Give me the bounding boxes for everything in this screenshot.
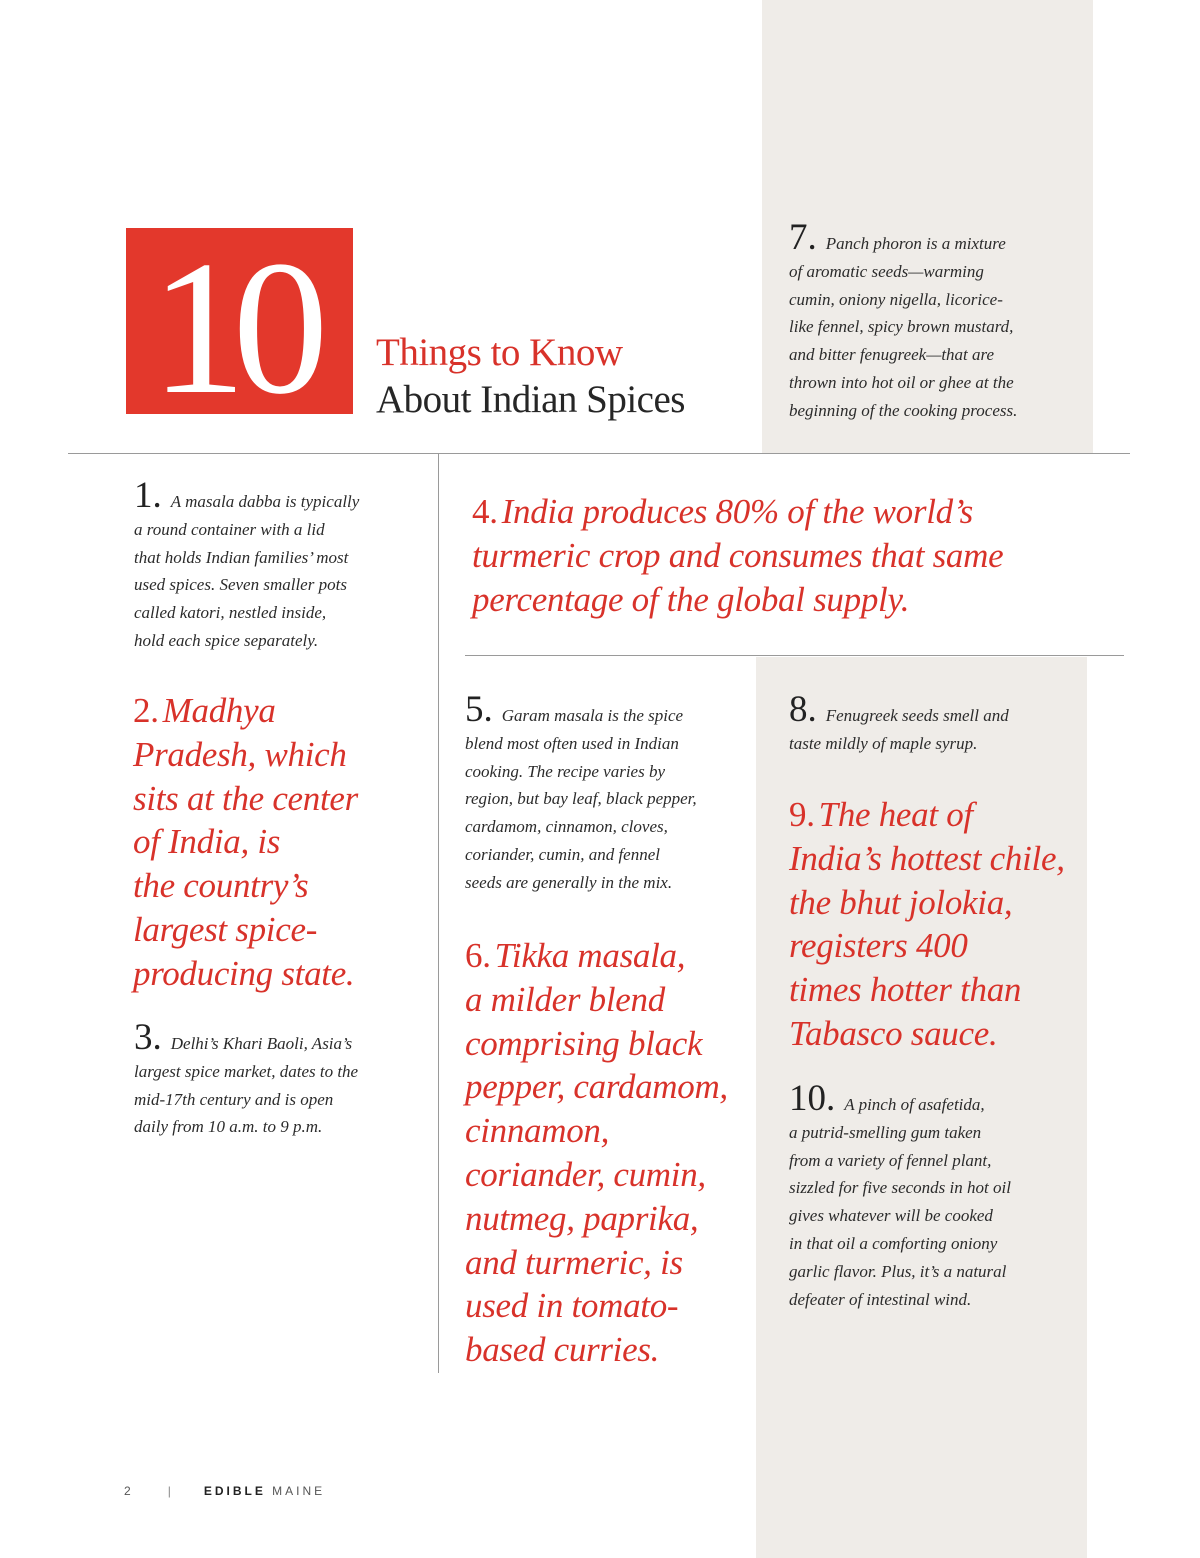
fact-number: 10. (789, 1078, 836, 1119)
fact-text: India produces 80% of the world’s (501, 492, 973, 531)
fact-text: A masala dabba is typically (170, 492, 360, 511)
fact-line (789, 689, 1009, 730)
fact-text: thrown into hot oil or ghee at the (789, 372, 1014, 392)
fact-line (789, 1202, 1011, 1230)
fact-text: sizzled for five seconds in hot oil (789, 1178, 1011, 1198)
fact-text: Pradesh, which (133, 734, 347, 774)
fact-line (134, 516, 359, 544)
fact-text: coriander, cumin, (465, 1154, 706, 1194)
fact-text: Garam masala is the spice (501, 706, 684, 725)
fact-number: 5. (465, 689, 493, 730)
fact-text: that holds Indian families’ most (134, 547, 349, 567)
fact-5 (465, 689, 697, 897)
fact-number: 1. (134, 475, 162, 516)
fact-number: 6. (465, 936, 491, 975)
fact-text: the bhut jolokia, (789, 882, 1013, 922)
fact-line (789, 881, 1065, 925)
fact-text: defeater of intestinal wind. (789, 1289, 972, 1309)
fact-text: cumin, oniony nigella, licorice- (789, 289, 1003, 309)
fact-line (789, 341, 1017, 369)
fact-line (465, 813, 697, 841)
fact-line (789, 369, 1017, 397)
fact-text: called katori, nestled inside, (134, 603, 327, 623)
fact-text: a milder blend (465, 979, 665, 1019)
fact-line (789, 1078, 1011, 1119)
fact-text: cinnamon, (465, 1111, 610, 1151)
fact-text: seeds are generally in the mix. (465, 872, 673, 892)
fact-text: percentage of the global supply. (472, 579, 910, 619)
fact-text: A pinch of asafetida, (844, 1095, 985, 1114)
fact-line (465, 978, 728, 1022)
page-number: 2 (124, 1484, 134, 1498)
fact-line (134, 1113, 358, 1141)
fact-line (789, 286, 1017, 314)
fact-line (134, 627, 359, 655)
fact-text: Tikka masala, (494, 936, 686, 975)
fact-text: the country’s (133, 866, 309, 906)
fact-line (133, 864, 358, 908)
fact-text: and turmeric, is (465, 1242, 683, 1282)
fact-text: used spices. Seven smaller pots (134, 575, 347, 595)
fact-text: pepper, cardamom, (465, 1067, 728, 1107)
fact-text: cardamom, cinnamon, cloves, (465, 817, 668, 837)
fact-text: hold each spice separately. (134, 630, 319, 650)
fact-number: 8. (789, 689, 817, 730)
fact-line (465, 1109, 728, 1153)
fact-10 (789, 1078, 1011, 1313)
fact-text: a round container with a lid (134, 519, 325, 539)
fact-number: 4. (472, 492, 498, 531)
fact-text: from a variety of fennel plant, (789, 1150, 992, 1170)
fact-text: based curries. (465, 1330, 660, 1370)
fact-text: in that oil a comforting oniony (789, 1233, 998, 1253)
footer-separator: | (167, 1484, 174, 1498)
fact-text: largest spice- (133, 909, 318, 949)
fact-line (465, 1328, 728, 1372)
fact-line (133, 952, 358, 996)
fact-line (465, 934, 728, 978)
fact-line (789, 1286, 1011, 1314)
fact-text: gives whatever will be cooked (789, 1206, 993, 1226)
fact-line (465, 1284, 728, 1328)
fact-line (134, 1058, 358, 1086)
fact-line (465, 1022, 728, 1066)
fact-line (133, 820, 358, 864)
fact-line (133, 777, 358, 821)
fact-line (789, 793, 1065, 837)
fact-text: garlic flavor. Plus, it’s a natural (789, 1261, 1007, 1281)
fact-text: like fennel, spicy brown mustard, (789, 317, 1014, 337)
fact-text: largest spice market, dates to the (134, 1061, 359, 1081)
fact-8 (789, 689, 1009, 758)
fact-line (134, 475, 360, 516)
fact-line (789, 397, 1017, 425)
fact-text: producing state. (133, 953, 355, 993)
fact-line (133, 908, 358, 952)
fact-number: 2. (133, 691, 159, 730)
fact-number: 3. (134, 1017, 162, 1058)
fact-text: nutmeg, paprika, (465, 1198, 699, 1238)
fact-line (465, 841, 697, 869)
fact-text: coriander, cumin, and fennel (465, 844, 660, 864)
fact-line (134, 571, 359, 599)
fact-3 (134, 1017, 359, 1141)
fact-7 (789, 217, 1018, 425)
fact-2 (133, 689, 358, 996)
fact-text: and bitter fenugreek—that are (789, 345, 995, 365)
fact-9 (789, 793, 1065, 1056)
fact-line (789, 968, 1065, 1012)
divider-column (438, 453, 439, 1373)
fact-text: daily from 10 a.m. to 9 p.m. (134, 1117, 323, 1137)
fact-text: used in tomato- (465, 1286, 679, 1326)
fact-line (789, 730, 1009, 758)
fact-line (465, 758, 697, 786)
fact-1 (134, 475, 360, 655)
fact-line (133, 689, 358, 733)
fact-line (789, 1174, 1011, 1202)
fact-line (465, 1241, 728, 1285)
fact-line (134, 544, 359, 572)
fact-text: Panch phoron is a mixture (825, 234, 1006, 253)
divider-middle (465, 655, 1124, 656)
fact-text: Tabasco sauce. (789, 1013, 998, 1053)
title-line-1: Things to Know (376, 331, 623, 374)
fact-text: The heat of (818, 795, 973, 834)
fact-line (472, 578, 1003, 622)
fact-line (465, 1197, 728, 1241)
fact-text: beginning of the cooking process. (789, 400, 1018, 420)
fact-line (789, 1147, 1011, 1175)
fact-text: comprising black (465, 1023, 703, 1063)
fact-line (465, 1065, 728, 1109)
footer (124, 1484, 325, 1498)
fact-line (789, 837, 1065, 881)
fact-text: registers 400 (789, 926, 968, 966)
fact-line (465, 1153, 728, 1197)
fact-text: Madhya (162, 691, 276, 730)
fact-line (134, 1017, 358, 1058)
fact-text: sits at the center (133, 778, 358, 818)
fact-line (789, 1119, 1011, 1147)
fact-number: 7. (789, 217, 817, 258)
fact-text: of aromatic seeds—warming (789, 261, 984, 281)
fact-line (789, 313, 1017, 341)
fact-line (789, 1012, 1065, 1056)
fact-text: mid-17th century and is open (134, 1089, 334, 1109)
fact-line (789, 924, 1065, 968)
fact-6 (465, 934, 728, 1372)
fact-line (133, 733, 358, 777)
fact-line (472, 534, 1003, 578)
fact-number: 9. (789, 795, 815, 834)
fact-text: India’s hottest chile, (789, 838, 1065, 878)
fact-text: region, but bay leaf, black pepper, (465, 789, 697, 809)
fact-line (465, 785, 697, 813)
brand-name-bold: EDIBLE (203, 1484, 266, 1498)
fact-4 (472, 490, 1003, 621)
fact-line (472, 490, 1003, 534)
title-line-2: About Indian Spices (376, 378, 685, 421)
fact-text: Fenugreek seeds smell and (825, 706, 1009, 725)
divider-top (68, 453, 1130, 454)
fact-line (134, 1086, 358, 1114)
fact-line (789, 1230, 1011, 1258)
fact-text: blend most often used in Indian (465, 733, 679, 753)
fact-line (465, 689, 697, 730)
fact-text: a putrid-smelling gum taken (789, 1122, 982, 1142)
fact-line (465, 869, 697, 897)
fact-text: times hotter than (789, 970, 1022, 1010)
fact-line (789, 1258, 1011, 1286)
fact-line (465, 730, 697, 758)
big-number: 10 (150, 228, 315, 414)
fact-line (789, 217, 1017, 258)
fact-line (789, 258, 1017, 286)
big-number-badge (126, 228, 353, 414)
fact-text: Delhi’s Khari Baoli, Asia’s (170, 1034, 353, 1053)
fact-text: taste mildly of maple syrup. (789, 733, 978, 753)
fact-line (134, 599, 359, 627)
fact-text: cooking. The recipe varies by (465, 761, 665, 781)
fact-text: of India, is (133, 822, 281, 862)
brand-name-light: MAINE (272, 1484, 326, 1498)
fact-text: turmeric crop and consumes that same (472, 535, 1004, 575)
